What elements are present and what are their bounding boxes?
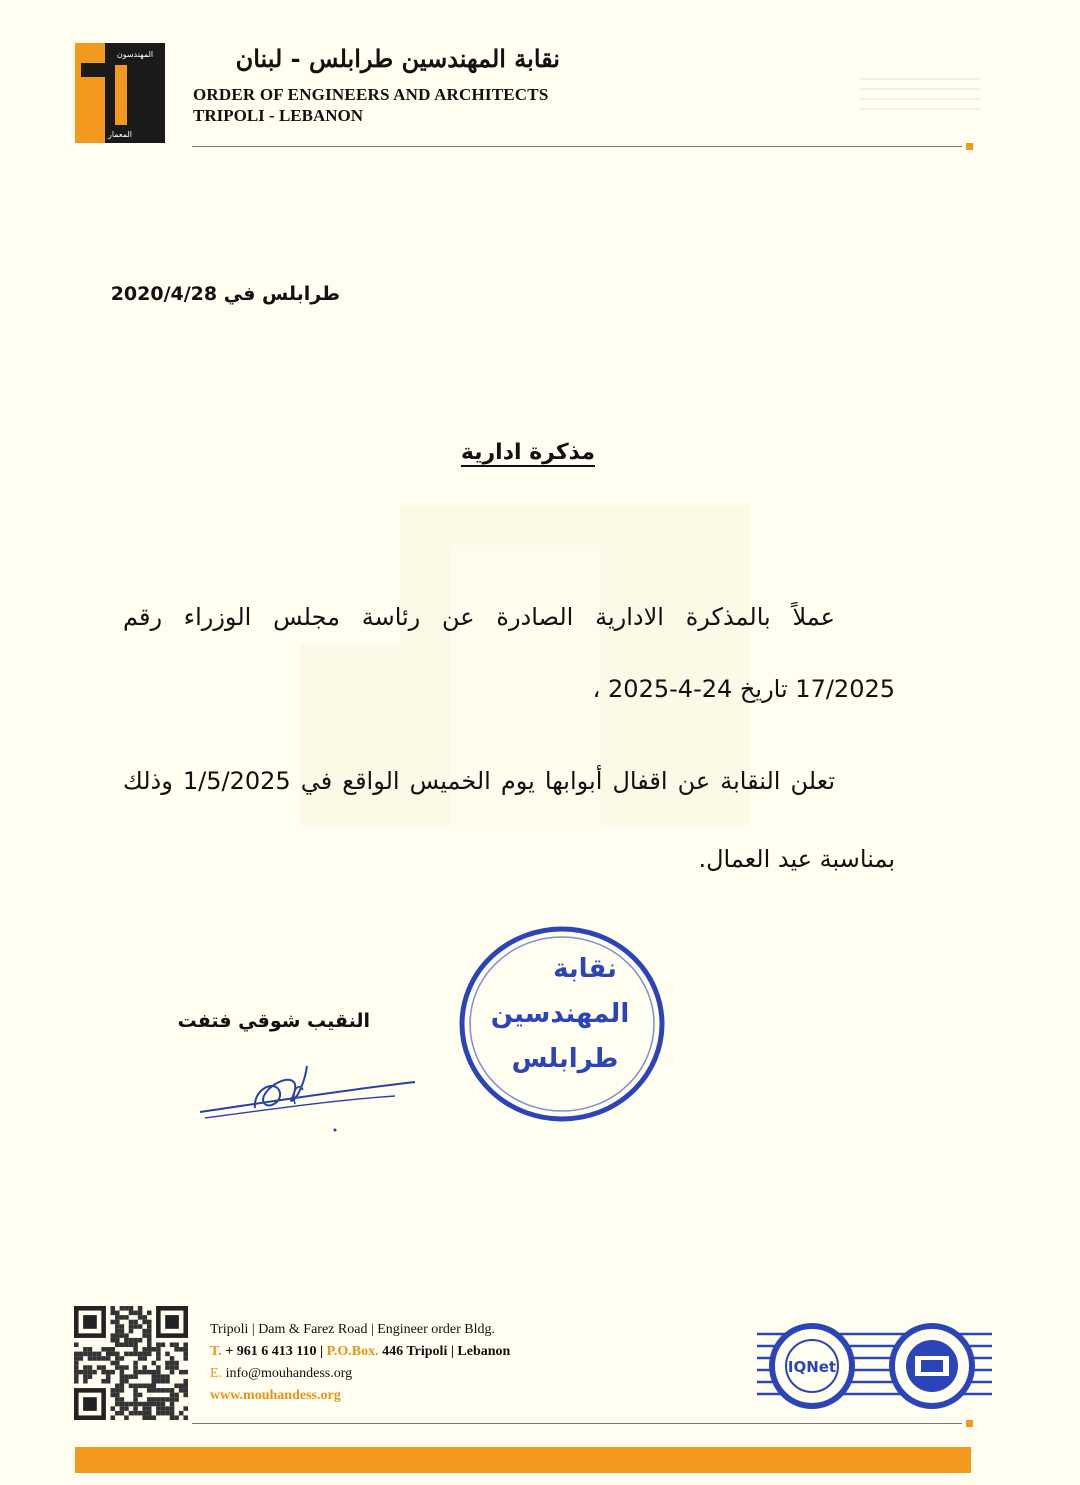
footer-phone-line [210,1344,510,1360]
memo-paragraph-line1: عملاً بالمذكرة الادارية الصادرة عن رئاسة مجلس الوزراء رقم [123,603,835,631]
memo-date: طرابلس في 2020/4/28 [110,283,340,305]
logo-text-top: المهندسون [116,50,154,59]
header-divider-dot [966,143,973,150]
footer-pobox-label: P.O.Box. [326,1344,379,1359]
stamp-text-line1: نقابة [553,954,617,984]
logo-watermark [300,505,750,905]
footer-email[interactable]: info@mouhandess.org [225,1366,353,1381]
qr-code [74,1306,188,1420]
memo-paragraph-line2: 17/2025 تاريخ 24-4-2025 ، [592,675,895,703]
footer-divider-dot [966,1420,973,1427]
footer-address: Tripoli | Dam & Farez Road | Engineer order Bldg. [210,1322,496,1337]
order-logo [75,43,165,143]
stamp-text-line2: المهندسين [490,999,630,1029]
iqnet-certification-badge [757,1316,992,1416]
signatory-name: النقيب شوقي فتفت [177,1010,370,1032]
footer-email-label: E. [210,1366,223,1381]
footer-pobox: 446 Tripoli | Lebanon [382,1344,511,1359]
footer-separator: | [320,1344,327,1359]
footer-phone: + 961 6 413 110 [225,1344,317,1359]
header-english-line2: TRIPOLI - LEBANON [193,106,364,125]
footer-website[interactable]: www.mouhandess.org [210,1388,341,1403]
footer-phone-label: T. [210,1344,222,1359]
memo-title: مذكرة ادارية [460,440,595,465]
footer-orange-bar [75,1447,971,1473]
handwritten-signature [195,1060,425,1140]
logo-text-bottom: المعمار [107,130,133,139]
header-english-line1: ORDER OF ENGINEERS AND ARCHITECTS [193,85,549,104]
faint-header-shadow [860,70,980,114]
stamp-text-line3: طرابلس [511,1044,619,1074]
cert-iqnet-text: IQNet [787,1358,837,1376]
header-arabic-name: نقابة المهندسين طرابلس - لبنان [235,44,560,73]
footer-divider [192,1423,962,1424]
memo-paragraph-line4: بمناسبة عيد العمال. [698,845,895,873]
memo-paragraph-line3: تعلن النقابة عن اقفال أبوابها يوم الخميس الواقع في 1/5/2025 وذلك [123,767,835,795]
header-divider [192,146,962,147]
official-stamp [455,922,670,1127]
footer-email-line [210,1366,352,1382]
